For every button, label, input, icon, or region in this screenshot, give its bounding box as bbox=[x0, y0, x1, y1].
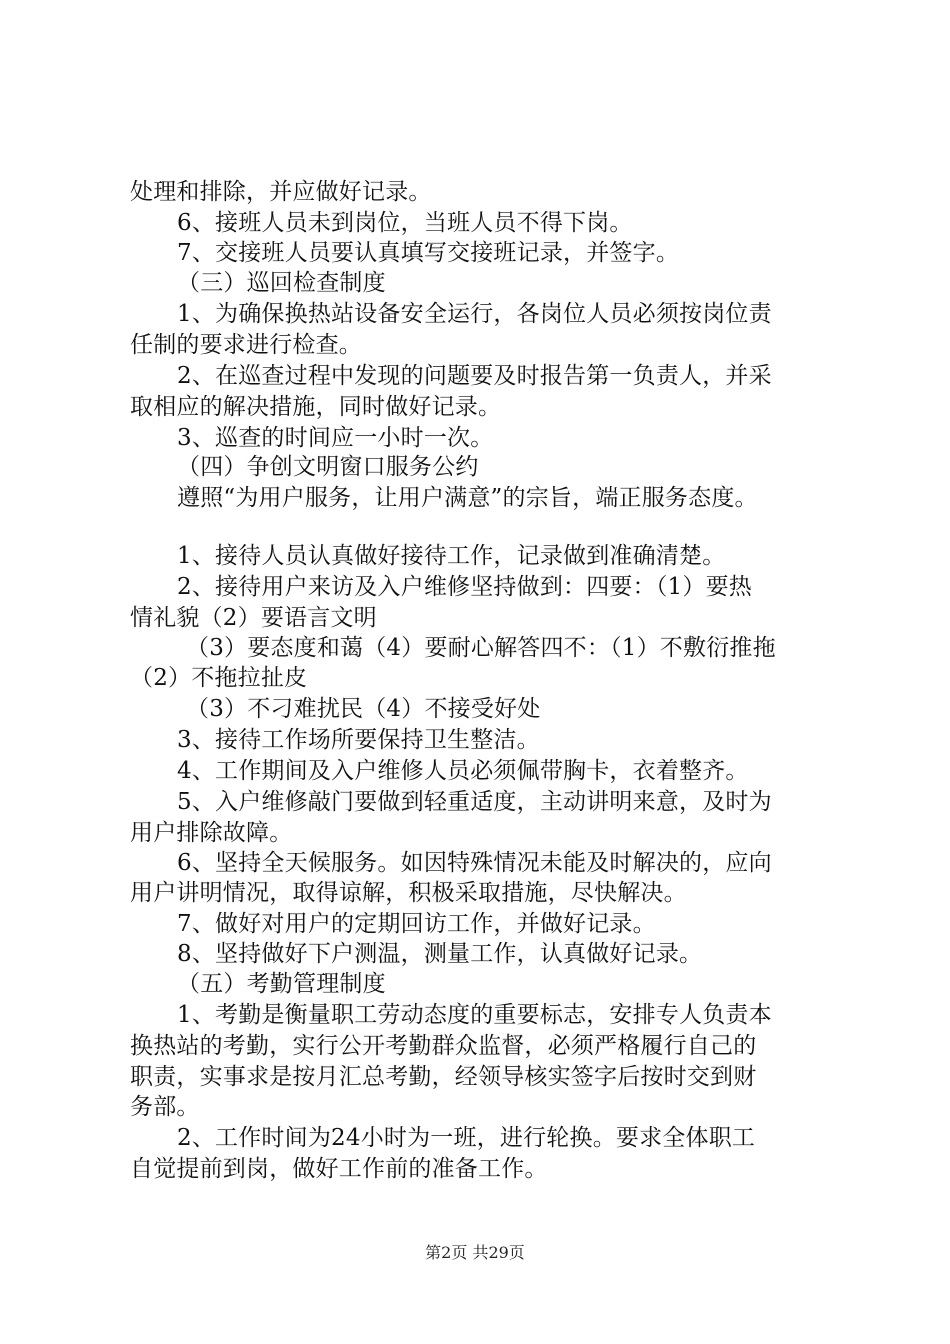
text-line: 务部。 bbox=[130, 1094, 200, 1120]
text-line: 8、坚持做好下户测温，测量工作，认真做好记录。 bbox=[177, 941, 703, 967]
text-line: 任制的要求进行检查。 bbox=[130, 332, 362, 358]
text-line: 遵照“为用户服务，让用户满意”的宗旨，端正服务态度。 bbox=[177, 485, 758, 511]
text-line: 6、接班人员未到岗位，当班人员不得下岗。 bbox=[177, 210, 633, 236]
text-line: （3）要态度和蔼（4）要耐心解答四不：（1）不敷衍推拖 bbox=[186, 635, 776, 661]
text-line: 换热站的考勤，实行公开考勤群众监督，必须严格履行自己的 bbox=[130, 1033, 757, 1059]
text-line: 2、接待用户来访及入户维修坚持做到：四要：（1）要热 bbox=[177, 574, 752, 600]
text-line: 6、坚持全天候服务。如因特殊情况未能及时解决的，应向 bbox=[177, 850, 772, 876]
text-line: 用户排除故障。 bbox=[130, 820, 293, 846]
text-line: 1、考勤是衡量职工劳动态度的重要标志，安排专人负责本 bbox=[177, 1002, 772, 1028]
text-line: 2、工作时间为24小时为一班，进行轮换。要求全体职工 bbox=[177, 1125, 756, 1151]
text-line: 7、做好对用户的定期回访工作，并做好记录。 bbox=[177, 911, 656, 937]
text-line: （2）不拖拉扯皮 bbox=[130, 665, 308, 691]
page-number-footer: 第2页 共29页 bbox=[425, 1243, 525, 1262]
text-line: 处理和排除，并应做好记录。 bbox=[130, 179, 432, 205]
section-heading: （四）争创文明窗口服务公约 bbox=[177, 454, 479, 480]
text-line: 情礼貌（2）要语言文明 bbox=[130, 605, 377, 631]
text-line: （3）不刁难扰民（4）不接受好处 bbox=[186, 696, 541, 722]
text-line: 7、交接班人员要认真填写交接班记录，并签字。 bbox=[177, 240, 680, 266]
text-line: 用户讲明情况，取得谅解，积极采取措施，尽快解决。 bbox=[130, 880, 687, 906]
text-line: 自觉提前到岗，做好工作前的准备工作。 bbox=[130, 1156, 548, 1182]
text-line: 取相应的解决措施，同时做好记录。 bbox=[130, 394, 502, 420]
text-line: 1、为确保换热站设备安全运行，各岗位人员必须按岗位责 bbox=[177, 301, 772, 327]
text-line: 3、巡查的时间应一小时一次。 bbox=[177, 425, 494, 451]
text-line: 2、在巡查过程中发现的问题要及时报告第一负责人，并采 bbox=[177, 363, 772, 389]
text-line: 4、工作期间及入户维修人员必须佩带胸卡，衣着整齐。 bbox=[177, 758, 749, 784]
text-line: 1、接待人员认真做好接待工作，记录做到准确清楚。 bbox=[177, 543, 726, 569]
section-heading: （五）考勤管理制度 bbox=[177, 971, 386, 997]
text-line: 5、入户维修敲门要做到轻重适度，主动讲明来意，及时为 bbox=[177, 789, 772, 815]
section-heading: （三）巡回检查制度 bbox=[177, 270, 386, 296]
text-line: 职责，实事求是按月汇总考勤，经领导核实签字后按时交到财 bbox=[130, 1064, 757, 1090]
text-line: 3、接待工作场所要保持卫生整洁。 bbox=[177, 727, 540, 753]
